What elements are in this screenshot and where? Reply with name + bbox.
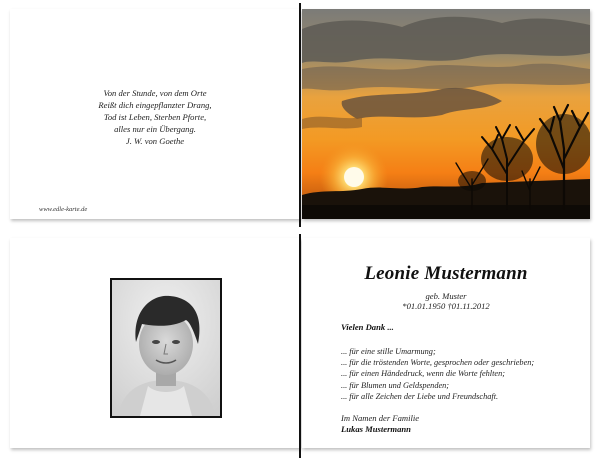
poem-panel: [10, 9, 300, 219]
poem-line: alles nur ein Übergang.: [114, 124, 196, 134]
poem-line: Von der Stunde, von dem Orte: [103, 88, 207, 98]
portrait-panel: [10, 238, 300, 448]
fold-line-top: [299, 3, 301, 227]
obituary-panel: [302, 238, 590, 448]
thanks-list: [341, 346, 534, 402]
thanks-line: ... für eine stille Umarmung;: [341, 347, 436, 356]
portrait-photo: [110, 278, 222, 418]
website-link[interactable]: www.edle-karte.de: [39, 206, 88, 213]
portrait-image: [112, 280, 220, 416]
cloud: [302, 117, 362, 129]
deceased-name: Leonie Mustermann: [364, 263, 528, 284]
birth-name: geb. Muster: [425, 291, 467, 301]
thanks-heading: Vielen Dank ...: [341, 322, 394, 332]
sun-core: [344, 167, 364, 187]
thanks-line: ... für die tröstenden Worte, gesprochen oder geschrieben;: [341, 358, 535, 368]
sunset-image: [302, 9, 590, 219]
poem-line: Tod ist Leben, Sterben Pforte,: [103, 112, 207, 122]
signature: Lukas Mustermann: [341, 424, 411, 434]
life-dates: *01.01.1950 †01.11.2012: [402, 301, 490, 311]
thanks-line: ... für Blumen und Geldspenden;: [341, 380, 450, 390]
poem-line: Reißt dich eingepflanzter Drang,: [98, 100, 212, 110]
poem-text: [10, 87, 300, 147]
poem-author: J. W. von Goethe: [125, 136, 185, 146]
family-label: Im Namen der Familie: [341, 413, 420, 423]
thanks-line: ... für einen Händedruck, wenn die Worte fehlten;: [341, 369, 505, 379]
fold-line-bottom: [299, 234, 301, 458]
thanks-line: ... für alle Zeichen der Liebe und Freundschaft.: [341, 391, 499, 401]
sunset-photo: [302, 9, 590, 219]
